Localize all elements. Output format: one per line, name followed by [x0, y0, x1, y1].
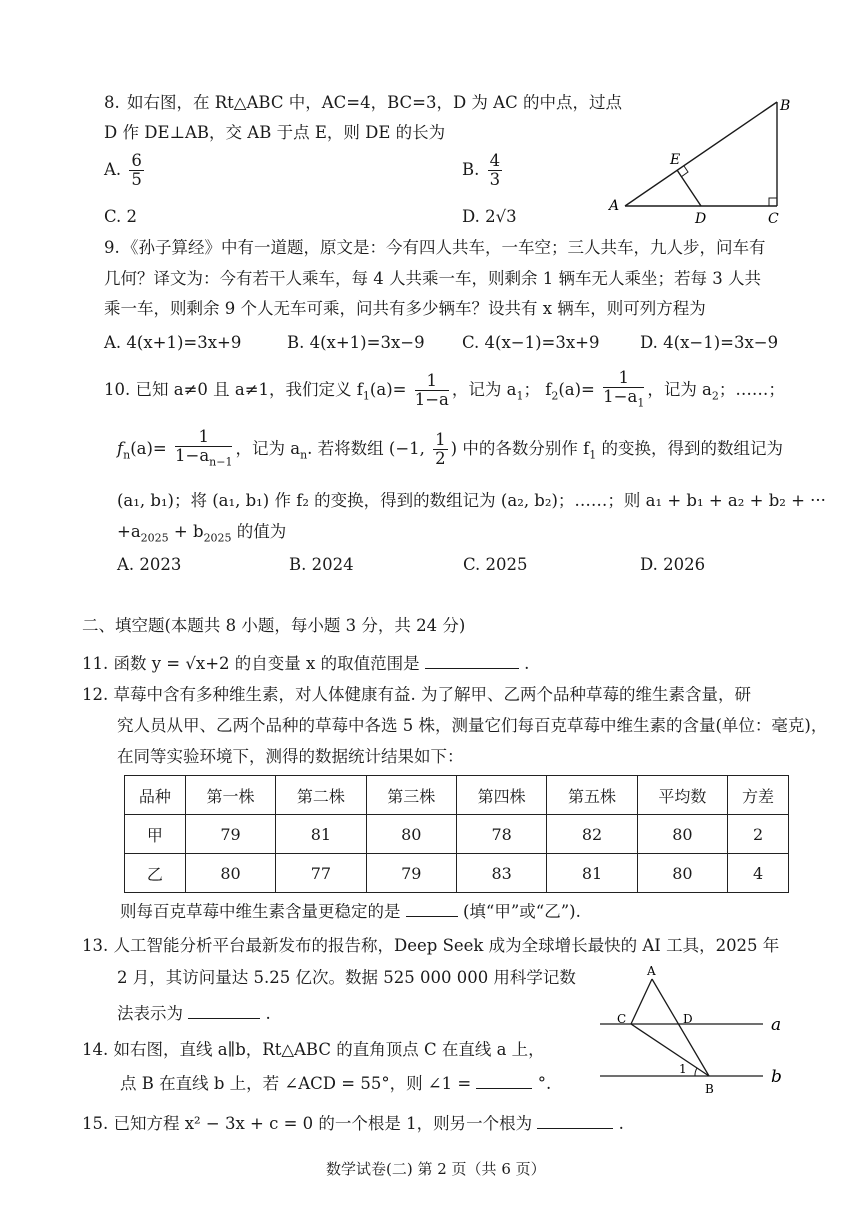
q10-f2-numerator: 1	[603, 369, 644, 388]
table-cell: 79	[366, 854, 456, 893]
q10-fn-den-sub: n−1	[209, 455, 233, 469]
q10-f1-fraction	[415, 372, 449, 409]
q10-text-l2f: 的变换，得到的数组记为	[596, 439, 783, 459]
q11-answer-blank[interactable]	[425, 652, 519, 669]
q8-label-d: D	[695, 211, 707, 227]
q13-stem-end: .	[265, 1004, 271, 1023]
q8-option-b-fraction	[488, 152, 503, 189]
q9-option-b: B. 4(x+1)=3x−9	[287, 333, 425, 352]
table-row	[125, 854, 789, 893]
table-cell: 81	[547, 854, 637, 893]
q12-stem-line2: 究人员从甲、乙两个品种的草莓中各选 5 株，测量它们每百克草莓中维生素的含量(单位：毫克)，	[117, 716, 828, 735]
q12-after-text: 则每百克草莓中维生素含量更稳定的是	[120, 902, 401, 921]
q9-number: 9.	[104, 238, 120, 257]
q8-label-c: C	[768, 211, 779, 227]
q10-option-c: C. 2025	[463, 555, 528, 574]
table-header-cell: 第五株	[547, 776, 637, 815]
q9-option-c: C. 4(x−1)=3x+9	[462, 333, 600, 352]
q9-option-a: A. 4(x+1)=3x+9	[104, 333, 242, 352]
q10-fn-fraction	[175, 428, 232, 471]
table-cell: 79	[185, 815, 275, 854]
q15-number: 15.	[82, 1114, 109, 1133]
q8-option-d-value: 2√3	[485, 207, 517, 226]
q14-angle-1-arc	[695, 1068, 697, 1076]
table-cell: 78	[456, 815, 546, 854]
q10-fn-arg: (a)=	[130, 439, 167, 459]
q10-l4-c: 的值为	[231, 522, 287, 541]
q14-stem-line1: 如右图，直线 a∥b，Rt△ABC 的直角顶点 C 在直线 a 上，	[113, 1040, 545, 1059]
q10-number: 10.	[104, 380, 131, 400]
q12-line1	[82, 685, 751, 705]
q10-half-fraction	[433, 431, 448, 468]
q14-label-c: C	[617, 1012, 627, 1026]
q13-line1	[82, 936, 779, 956]
q13-number: 13.	[82, 936, 109, 955]
q8-option-b	[462, 152, 505, 189]
table-cell: 甲	[125, 815, 186, 854]
q8-right-angle-c	[769, 198, 777, 206]
q10-text-b: (a)=	[369, 380, 407, 400]
q10-l4-b: + b	[168, 522, 204, 541]
q14-stem-end: °.	[537, 1074, 552, 1093]
table-cell: 80	[637, 854, 727, 893]
q8-option-a	[104, 152, 147, 189]
q14-parallel-lines-figure	[595, 962, 795, 1100]
q13-stem-line2: 2 月，其访问量达 5.25 亿次。数据 525 000 000 用科学记数	[117, 968, 576, 987]
q10-sub-1c: 1	[589, 448, 597, 462]
q14-line1	[82, 1040, 545, 1060]
q8-stem-line1: 如右图，在 Rt△ABC 中，AC=4，BC=3，D 为 AC 的中点，过点	[127, 93, 622, 112]
q14-answer-blank[interactable]	[476, 1072, 532, 1089]
page-footer: 数学试卷(二) 第 2 页（共 6 页）	[326, 1160, 546, 1178]
q11-stem: 函数 y = √x+2 的自变量 x 的取值范围是	[113, 654, 420, 673]
q10-sub-n: n	[123, 448, 131, 462]
q10-text-e: (a)=	[558, 380, 595, 400]
q10-text-g: ；……；	[718, 380, 785, 400]
q12-stem-line1: 草莓中含有多种维生素，对人体健康有益. 为了解甲、乙两个品种草莓的维生素含量，研	[113, 685, 751, 704]
table-cell: 83	[456, 854, 546, 893]
table-cell: 2	[728, 815, 789, 854]
q10-sub-1a: 1	[362, 389, 370, 403]
q10-sub-2025b: 2025	[203, 531, 232, 545]
q12-answer-blank[interactable]	[406, 900, 458, 917]
q10-text-d: ； f	[523, 380, 552, 400]
q8-label-b: B	[780, 98, 791, 114]
table-cell: 81	[276, 815, 366, 854]
q8-option-a-fraction	[129, 152, 144, 189]
q8-line-de	[677, 170, 701, 206]
q10-sub-1b: 1	[516, 389, 524, 403]
table-cell: 80	[366, 815, 456, 854]
q10-line1	[104, 369, 785, 412]
q8-option-a-label: A.	[104, 160, 122, 179]
q8-option-d	[462, 207, 517, 227]
q10-option-a: A. 2023	[117, 555, 182, 574]
q8-option-a-denominator: 5	[131, 170, 142, 189]
table-header-cell: 平均数	[637, 776, 727, 815]
table-row	[125, 815, 789, 854]
table-cell: 80	[637, 815, 727, 854]
q10-text-l2d: . 若将数组 (−1,	[307, 439, 425, 459]
q10-f2-den-text: 1−a	[603, 387, 638, 406]
q14-stem-line2: 点 B 在直线 b 上，若 ∠ACD = 55°，则 ∠1 =	[120, 1074, 472, 1093]
table-cell: 乙	[125, 854, 186, 893]
section2-title: 二、填空题(本题共 8 小题，每小题 3 分，共 24 分)	[82, 616, 466, 635]
q10-line3: (a₁, b₁)；将 (a₁, b₁) 作 f₂ 的变换，得到的数组记为 (a₂, b₂)；……；则 a₁ + b₁ + a₂ + b₂ + ···	[117, 491, 826, 510]
table-cell: 80	[185, 854, 275, 893]
q10-fn-den-text: 1−a	[175, 446, 210, 465]
q10-line4	[117, 522, 286, 548]
q8-line-ab	[625, 102, 777, 206]
q14-label-angle-1: 1	[679, 1062, 687, 1076]
q10-l4-a: +a	[117, 522, 141, 541]
q10-fn-denominator	[175, 447, 232, 471]
q14-number: 14.	[82, 1040, 109, 1059]
q8-stem-line2: D 作 DE⊥AB，交 AB 于点 E，则 DE 的长为	[104, 123, 446, 142]
q8-triangle-figure	[605, 92, 800, 227]
q14-label-line-a: a	[771, 1015, 782, 1035]
q10-f2-fraction	[603, 369, 644, 412]
q8-option-b-label: B.	[462, 160, 480, 179]
q10-f1-numerator: 1	[415, 372, 449, 391]
q10-text-f: ，记为 a	[647, 380, 712, 400]
q10-line2	[117, 428, 783, 471]
q9-option-d: D. 4(x−1)=3x−9	[640, 333, 779, 352]
table-header-cell: 第四株	[456, 776, 546, 815]
q13-answer-blank[interactable]	[188, 1002, 260, 1019]
q10-sub-2b: 2	[711, 389, 719, 403]
table-header-cell: 第一株	[185, 776, 275, 815]
q8-option-b-numerator: 4	[489, 151, 501, 170]
q11-number: 11.	[82, 654, 109, 673]
q10-text-l2e: ) 中的各数分别作 f	[450, 439, 590, 459]
q8-option-d-label: D.	[462, 207, 480, 226]
q14-label-a-vertex: A	[647, 964, 656, 978]
q8-option-a-numerator: 6	[131, 151, 142, 170]
table-header-cell: 品种	[125, 776, 186, 815]
q10-sub-n2: n	[300, 448, 308, 462]
q10-sub-2a: 2	[551, 389, 559, 403]
q14-label-line-b: b	[771, 1067, 782, 1087]
q10-text-c: ，记为 a	[451, 380, 517, 400]
table-header-cell: 第二株	[276, 776, 366, 815]
q12-data-table	[124, 775, 789, 893]
q11-line	[82, 652, 529, 674]
q13-line3	[117, 1002, 271, 1024]
q10-half-denominator: 2	[435, 449, 446, 469]
q8-label-e: E	[670, 152, 681, 168]
q13-stem-line1: 人工智能分析平台最新发布的报告称，Deep Seek 成为全球增长最快的 AI 工具，2025 年	[113, 936, 780, 955]
q12-number: 12.	[82, 685, 109, 704]
q12-after-line	[120, 900, 581, 922]
q15-stem: 已知方程 x² − 3x + c = 0 的一个根是 1，则另一个根为	[113, 1114, 533, 1133]
q10-f2-denominator	[603, 388, 644, 412]
q15-answer-blank[interactable]	[537, 1112, 613, 1129]
q15-line	[82, 1112, 624, 1134]
q8-option-c: C. 2	[104, 207, 138, 226]
q8-number: 8.	[104, 93, 120, 112]
q9-stem-line3: 乘一车，则剩余 9 个人无车可乘，问共有多少辆车？设共有 x 辆车，则可列方程为	[104, 299, 706, 318]
q15-stem-end: .	[618, 1114, 624, 1133]
q14-line-ac	[631, 979, 652, 1024]
q10-text-a: 已知 a≠0 且 a≠1，我们定义 f	[135, 380, 363, 400]
q12-stem-line3: 在同等实验环境下，测得的数据统计结果如下：	[117, 747, 464, 766]
table-cell: 77	[276, 854, 366, 893]
q8-option-b-denominator: 3	[489, 170, 501, 189]
q14-label-b-vertex: B	[705, 1082, 714, 1096]
q9-stem-line1: 《孙子算经》中有一道题，原文是：今有四人共车，一车空；三人共车，九人步，问车有	[122, 238, 766, 257]
q10-option-d: D. 2026	[640, 555, 706, 574]
q12-after-hint: (填“甲”或“乙”).	[463, 902, 581, 921]
q13-stem-line3: 法表示为	[117, 1004, 183, 1023]
table-header-row	[125, 776, 789, 815]
table-header-cell: 第三株	[366, 776, 456, 815]
q14-label-d: D	[683, 1012, 693, 1026]
q10-fn-numerator: 1	[175, 428, 232, 447]
table-header-cell: 方差	[728, 776, 789, 815]
q10-text-l2c: ，记为 a	[235, 439, 301, 459]
q10-f2-den-sub: 1	[637, 396, 645, 410]
q14-line2	[120, 1072, 551, 1094]
q10-fn: f	[117, 439, 124, 459]
q10-half-numerator: 1	[435, 430, 446, 450]
q10-sub-2025a: 2025	[140, 531, 169, 545]
q11-stem-end: .	[524, 654, 530, 673]
table-cell: 4	[728, 854, 789, 893]
q8-label-a: A	[609, 198, 620, 214]
q10-option-b: B. 2024	[289, 555, 354, 574]
table-cell: 82	[547, 815, 637, 854]
q10-f1-denominator: 1−a	[414, 390, 449, 410]
q9-stem-line2: 几何？译文为：今有若干人乘车，每 4 人共乘一车，则剩余 1 辆车无人乘坐；若每 3 人共	[104, 269, 761, 288]
